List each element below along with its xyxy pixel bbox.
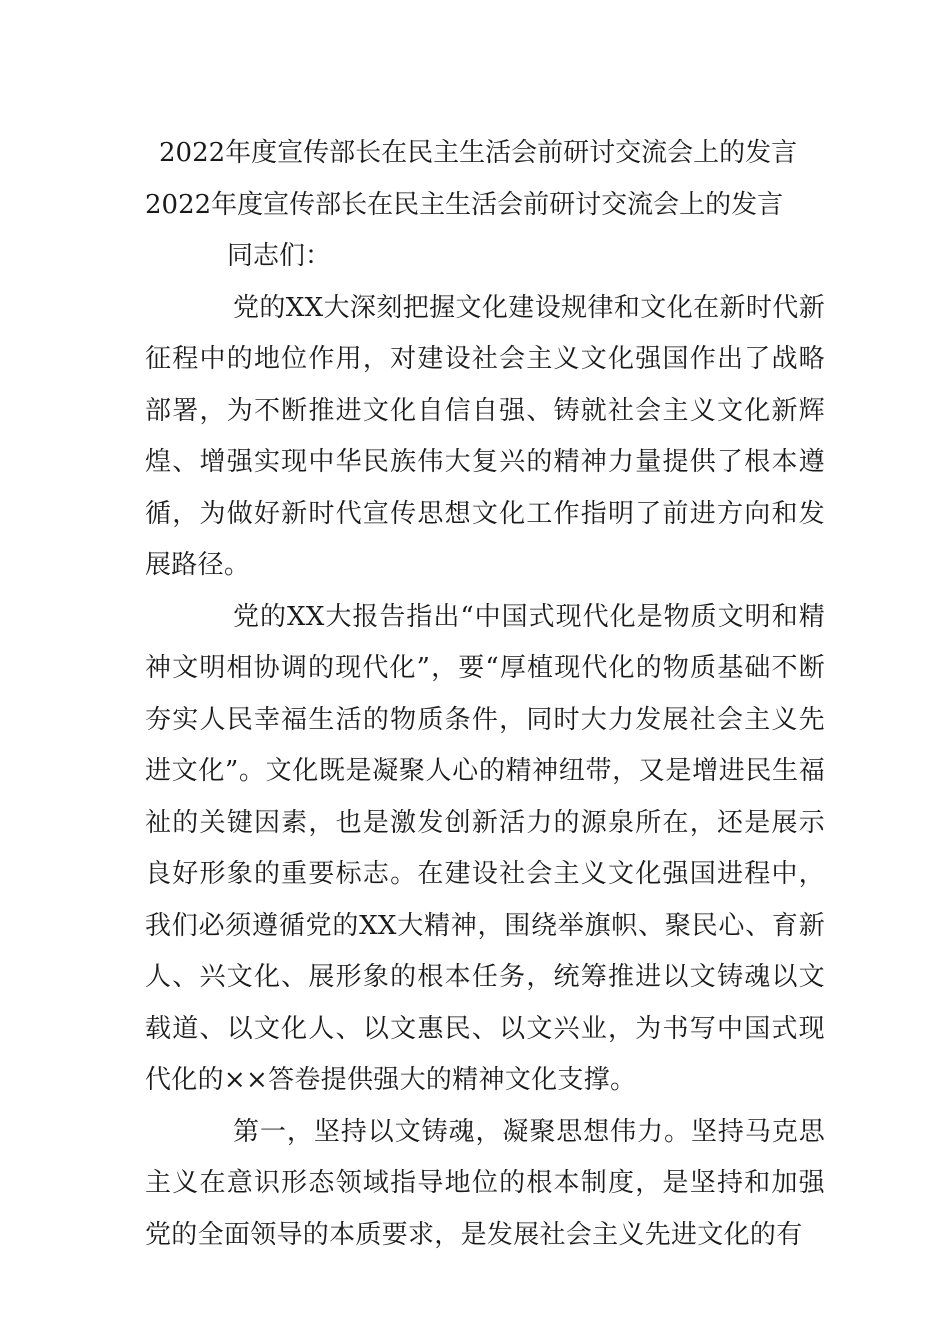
paragraph-2: 党的XX大报告指出“中国式现代化是物质文明和精神文明相协调的现代化”，要“厚植现代化的物质基础不断夯实人民幸福生活的物质条件，同时大力发展社会主义先进文化”。文化既是凝聚人心的精神纽带，又是增进民生福祉的关键因素，也是激发创新活力的源泉所在，还是展示良好形象的重要标志。在建设社会主义文化强国进程中，我们必须遵循党的XX大精神，围绕举旗帜、聚民心、育新人、兴文化、展形象的根本任务，统筹推进以文铸魂以文载道、以文化人、以文惠民、以文兴业，为书写中国式现代化的××答卷提供强大的精神文化支撑。 [145,601,825,1095]
salutation: 同志们： [227,241,332,271]
document-title-repeat: 2022年度宣传部长在民主生活会前研讨交流会上的发言 [145,189,784,220]
document-title: 2022年度宣传部长在民主生活会前研讨交流会上的发言 [159,138,798,168]
paragraph-3: 第一，坚持以文铸魂，凝聚思想伟力。坚持马克思主义在意识形态领域指导地位的根本制度，是坚持和加强党的全面领导的本质要求，是发展社会主义先进文化的有 [145,1116,825,1250]
document-body [145,128,825,1261]
paragraph-1: 党的XX大深刻把握文化建设规律和文化在新时代新征程中的地位作用，对建设社会主义文化强国作出了战略部署，为不断推进文化自信自强、铸就社会主义文化新辉煌、增强实现中华民族伟大复兴的精神力量提供了根本遵循，为做好新时代宣传思想文化工作指明了前进方向和发展路径。 [145,292,825,580]
